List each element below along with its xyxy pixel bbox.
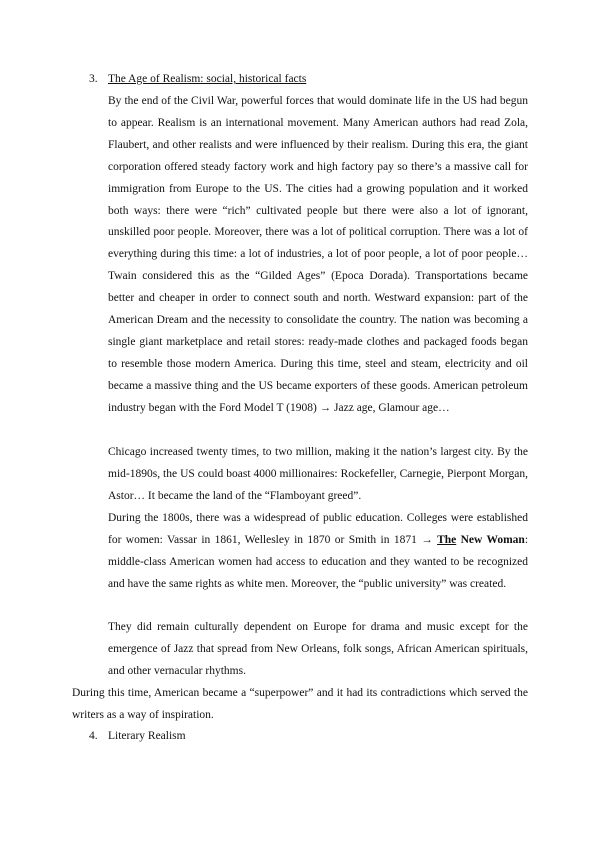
education-text-start: During the 1800s, there was a widespread of public education. Colleges were established for women: Vassar in 1861, Wellesley in 1870 or Smith in 1871 → (108, 512, 528, 546)
section-3-heading (89, 68, 306, 90)
paragraph-culture: They did remain culturally dependent on Europe for drama and music except for the emergence of Jazz that spread from New Orleans, folk songs, African American spirituals, and other vernacular rhythms. (108, 621, 528, 677)
paragraph-education (108, 508, 528, 596)
section-4-number: 4. (89, 730, 98, 742)
section-4-title: Literary Realism (108, 730, 186, 742)
paragraph-chicago: Chicago increased twenty times, to two million, making it the nation’s largest city. By the mid-1890s, the US could boast 4000 millionaires: Rockefeller, Carnegie, Pierpont Morgan, Astor… It became the land of the “Flamboyant greed”. (108, 446, 528, 502)
section-3-title: The Age of Realism: social, historical facts (108, 73, 307, 85)
section-4-heading (89, 725, 186, 747)
new-woman-emphasis: New Woman (460, 533, 525, 546)
paragraph-civil-war: By the end of the Civil War, powerful forces that would dominate life in the US had begun to appear. Realism is an international movement. Many American authors had read Zola, Flaubert, and other realists and were influenced by their realism. During this era, the giant corporation offered steady factory work and high factory pay so there’s a massive call for immigration from Europe to the US. The cities had a growing population and it worked both ways: there were “rich” cultivated people but there were also a lot of ignorant, unskilled poor people. Moreover, there was a lot of political corruption. There was a lot of everything during this time: a lot of industries, a lot of poor people, a lot of poor people… Twain considered this as the “Gilded Ages” (Epoca Dorada). Transportations became better and cheaper in order to connect south and north. Westward expansion: part of the American Dream and the necessity to consolidate the country. The nation was becoming a single giant marketplace and retail stores: ready-made clothes and packaged foods began to resemble those modern America. During this time, steel and steam, electricity and oil became a massive thing and the US became exporters of these goods. American petroleum industry began with the Ford Model T (1908) → Jazz age, Glamour age… (108, 95, 528, 414)
paragraph-superpower: During this time, American became a “superpower” and it had its contradictions which served the writers as a way of inspiration. (72, 687, 528, 721)
the-emphasis: The (437, 533, 457, 546)
section-3-number: 3. (89, 73, 98, 85)
education-text-end: : middle-class American women had access to education and they wanted to be recognized and have the same rights as white men. Moreover, the “public university” was created. (108, 533, 529, 590)
